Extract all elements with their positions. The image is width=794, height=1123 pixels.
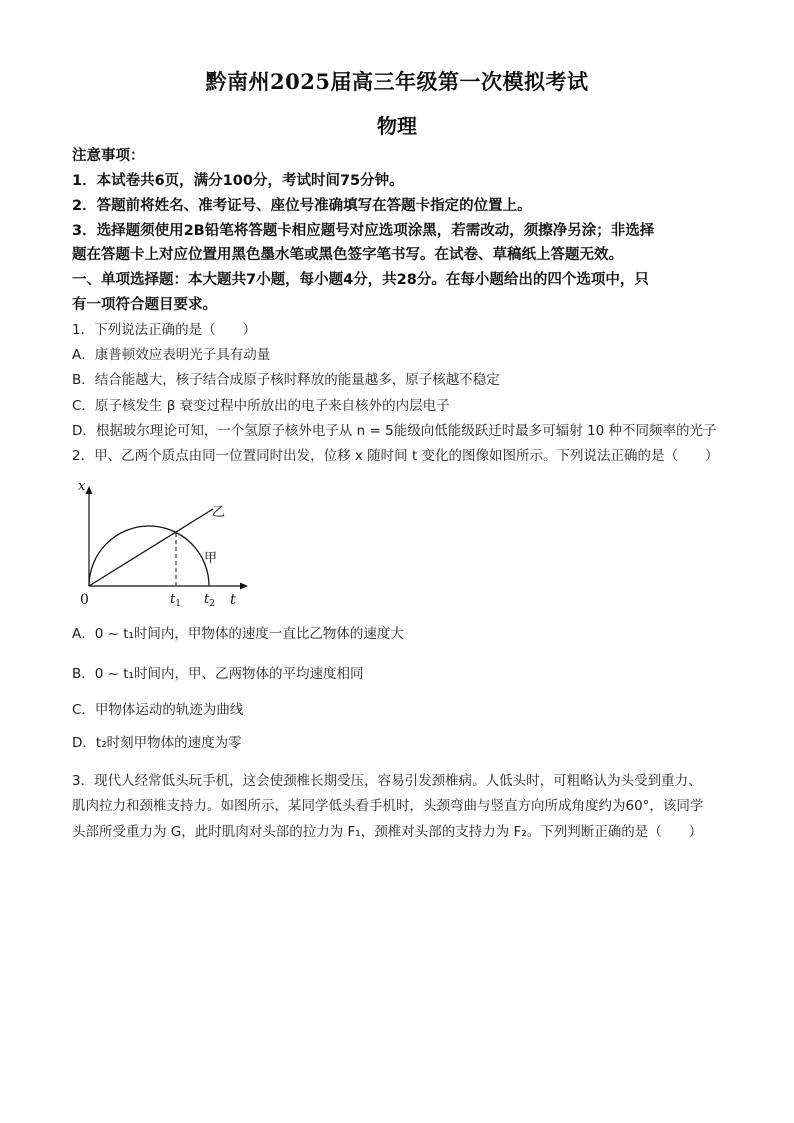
origin-label: 0 [80, 592, 89, 608]
notice-item-3-cont: 题在答题卡上对应位置用黑色墨水笔或黑色签字笔书写。在试卷、草稿纸上答题无效。 [72, 247, 623, 263]
question-2-option-b: B．0 ~ t₁时间内，甲、乙两物体的平均速度相同 [72, 666, 364, 682]
question-2-option-d: D．t₂时刻甲物体的速度为零 [72, 735, 242, 751]
t-axis-label: t [230, 592, 236, 608]
question-1-option-d: D．根据玻尔理论可知，一个氢原子核外电子从 n = 5能级向低能级跃迁时最多可辐射 10 种不同频率的光子 [72, 423, 717, 439]
exam-title: 黔南州2025届高三年级第一次模拟考试 [205, 69, 589, 94]
label-jia: 甲 [204, 551, 218, 566]
question-2-option-a: A．0 ~ t₁时间内，甲物体的速度一直比乙物体的速度大 [72, 626, 404, 642]
subject-title: 物理 [377, 114, 417, 138]
question-2-stem: 2．甲、乙两个质点由同一位置同时出发，位移 x 随时间 t 变化的图像如图所示。下列说法正确的是（ ） [72, 448, 719, 464]
notice-item-1: 1．本试卷共6页，满分100分，考试时间75分钟。 [72, 173, 404, 189]
curve-jia [89, 526, 209, 586]
question-1-option-b: B．结合能越大，核子结合成原子核时释放的能量越多，原子核越不稳定 [72, 372, 500, 388]
y-axis-arrow-icon [86, 486, 93, 494]
question-3-line-2: 肌肉拉力和颈椎支持力。如图所示，某同学低头看手机时，头颈弯曲与竖直方向所成角度约为60°，该同学 [72, 798, 704, 814]
x-axis-arrow-icon [240, 583, 248, 590]
question-1-option-c: C．原子核发生 β 衰变过程中所放出的电子来自核外的内层电子 [72, 398, 450, 414]
notice-heading: 注意事项： [72, 148, 145, 164]
displacement-time-graph [70, 476, 260, 611]
notice-item-2: 2．答题前将姓名、准考证号、座位号准确填写在答题卡指定的位置上。 [72, 198, 532, 214]
t2-label: $t_2$ [204, 592, 215, 609]
notice-item-3: 3．选择题须使用2B铅笔将答题卡相应题号对应选项涂黑，若需改动，须擦净另涂；非选择 [72, 223, 655, 239]
question-2-option-c: C．甲物体运动的轨迹为曲线 [72, 702, 244, 718]
section-heading-cont: 有一项符合题目要求。 [72, 297, 217, 313]
t1-label: $t_1$ [170, 592, 181, 609]
section-heading: 一、单项选择题：本大题共7小题，每小题4分，共28分。在每小题给出的四个选项中，只 [72, 272, 649, 288]
question-1-stem: 1．下列说法正确的是（ ） [72, 322, 257, 338]
label-yi: 乙 [212, 505, 226, 520]
y-axis-label: x [78, 479, 86, 494]
question-3-line-3: 头部所受重力为 G，此时肌肉对头部的拉力为 F₁，颈椎对头部的支持力为 F₂。下列判断正确的是（ ） [72, 824, 703, 840]
question-1-option-a: A．康普顿效应表明光子具有动量 [72, 347, 271, 363]
question-3-line-1: 3．现代人经常低头玩手机，这会使颈椎长期受压，容易引发颈椎病。人低头时，可粗略认为头受到重力、 [72, 773, 702, 789]
